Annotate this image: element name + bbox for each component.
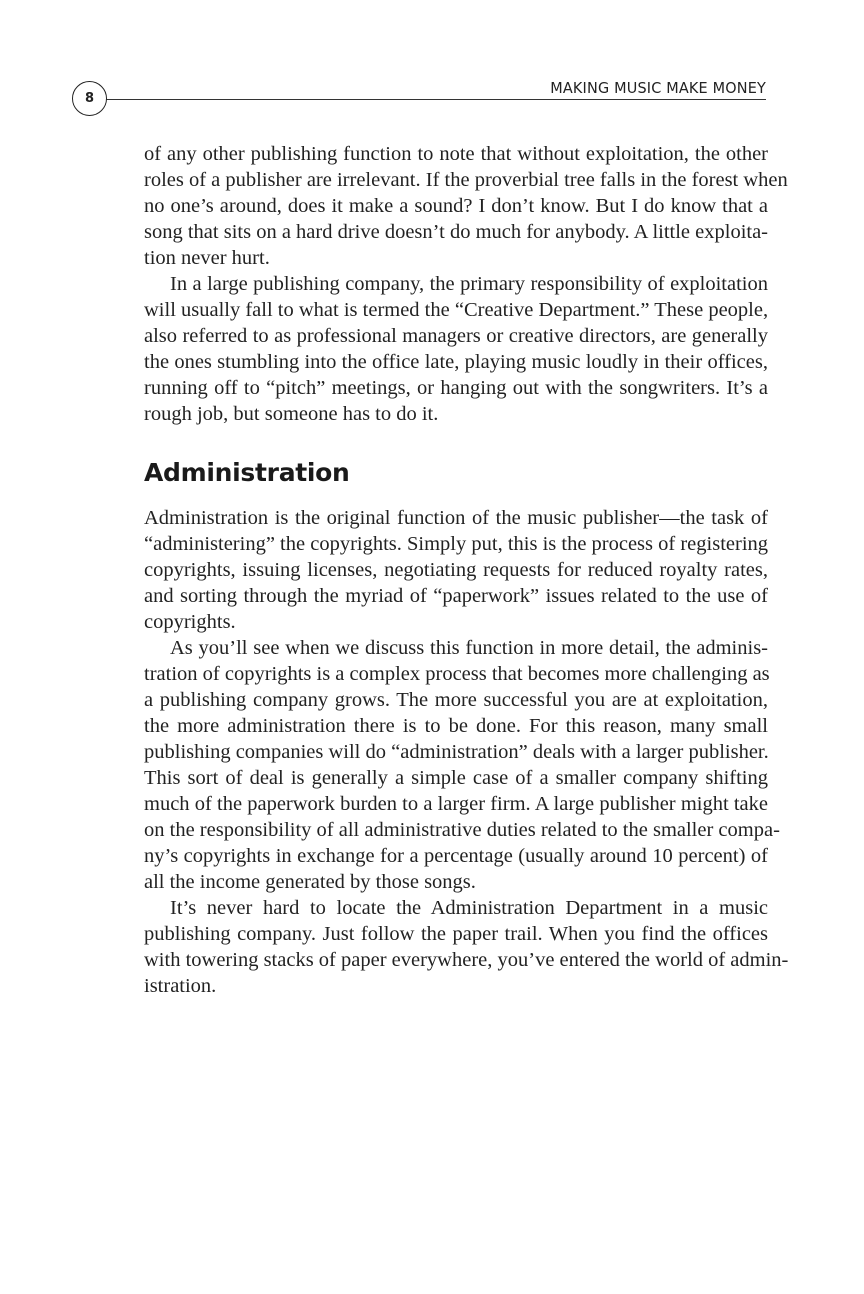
header-rule: [105, 99, 766, 100]
text-line: also referred to as professional managers or creative directors, are generally: [144, 325, 768, 347]
text-line: tration of copyrights is a complex process that becomes more challenging as: [144, 663, 770, 685]
text-line: tion never hurt.: [144, 247, 270, 269]
text-line: copyrights.: [144, 611, 236, 633]
text-line: “administering” the copyrights. Simply put, this is the process of registering: [144, 533, 769, 555]
text-line: with towering stacks of paper everywhere, you’ve entered the world of admin-: [144, 949, 789, 971]
text-line: As you’ll see when we discuss this function in more detail, the adminis-: [170, 637, 768, 659]
text-line: In a large publishing company, the primary responsibility of exploitation: [170, 273, 768, 295]
paragraph-creative-department: [144, 271, 768, 427]
text-line: much of the paperwork burden to a larger firm. A large publisher might take: [144, 793, 768, 815]
page-number-badge: [72, 81, 107, 116]
text-line: all the income generated by those songs.: [144, 871, 476, 893]
text-line: no one’s around, does it make a sound? I don’t know. But I do know that a: [144, 195, 768, 217]
text-line: and sorting through the myriad of “paperwork” issues related to the use of: [144, 585, 768, 607]
text-line: will usually fall to what is termed the “Creative Department.” These people,: [144, 299, 769, 321]
text-line: the more administration there is to be done. For this reason, many small: [144, 715, 768, 737]
running-head: MAKING MUSIC MAKE MONEY: [550, 79, 766, 97]
text-line: copyrights, issuing licenses, negotiating requests for reduced royalty rates,: [144, 559, 768, 581]
text-line: rough job, but someone has to do it.: [144, 403, 439, 425]
text-line: song that sits on a hard drive doesn’t do much for anybody. A little exploita-: [144, 221, 769, 243]
text-line: Administration is the original function of the music publisher—the task of: [144, 507, 768, 529]
text-line: It’s never hard to locate the Administration Department in a music: [170, 897, 768, 919]
paragraph-paper-trail: [144, 895, 789, 999]
page-number: 8: [84, 91, 95, 106]
text-line: on the responsibility of all administrative duties related to the smaller compa-: [144, 819, 780, 841]
text-line: publishing companies will do “administration” deals with a larger publisher.: [144, 741, 769, 763]
paragraph-administration-deals: [144, 635, 780, 895]
text-line: ny’s copyrights in exchange for a percentage (usually around 10 percent) of: [144, 845, 768, 867]
section-heading-administration: Administration: [144, 458, 350, 487]
text-line: publishing company. Just follow the paper trail. When you find the offices: [144, 923, 768, 945]
text-line: the ones stumbling into the office late, playing music loudly in their offices,: [144, 351, 768, 373]
text-line: running off to “pitch” meetings, or hanging out with the songwriters. It’s a: [144, 377, 768, 399]
paragraph-administration-intro: [144, 505, 768, 635]
text-line: This sort of deal is generally a simple case of a smaller company shifting: [144, 767, 768, 789]
text-line: roles of a publisher are irrelevant. If the proverbial tree falls in the forest when: [144, 169, 788, 191]
paragraph-continuation: [144, 141, 788, 271]
text-line: a publishing company grows. The more successful you are at exploitation,: [144, 689, 768, 711]
text-line: of any other publishing function to note that without exploitation, the other: [144, 143, 768, 165]
text-line: istration.: [144, 975, 217, 997]
